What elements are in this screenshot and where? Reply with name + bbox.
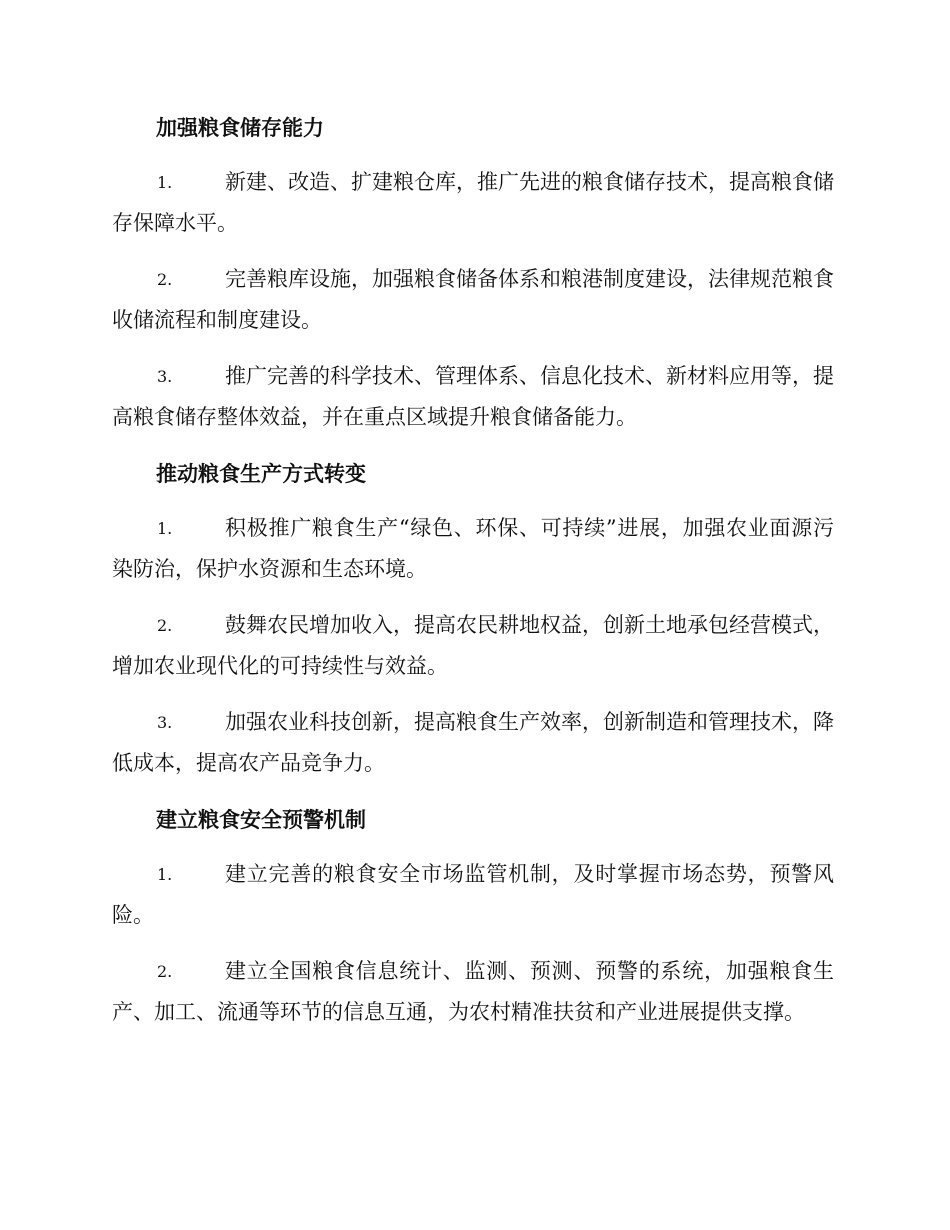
item-number: 1. (157, 173, 173, 192)
list-item (112, 356, 834, 438)
list-item (112, 605, 834, 687)
item-number: 1. (157, 519, 173, 538)
section-heading: 加强粮食储存能力 (156, 116, 324, 140)
item-text: 建立完善的粮食安全市场监管机制，及时掌握市场态势，预警风险。 (112, 862, 834, 927)
item-number: 2. (157, 616, 173, 635)
list-item (112, 162, 834, 244)
section-heading: 推动粮食生产方式转变 (156, 462, 366, 486)
section-heading: 建立粮食安全预警机制 (156, 808, 366, 832)
item-number: 1. (157, 865, 173, 884)
list-item (112, 854, 834, 936)
item-text: 鼓舞农民增加收入，提高农民耕地权益，创新土地承包经营模式，增加农业现代化的可持续性与效益。 (112, 613, 834, 678)
item-number: 2. (157, 270, 173, 289)
item-text: 完善粮库设施，加强粮食储备体系和粮港制度建设，法律规范粮食收储流程和制度建设。 (112, 267, 834, 332)
item-number: 3. (157, 713, 173, 732)
item-text: 新建、改造、扩建粮仓库，推广先进的粮食储存技术，提高粮食储存保障水平。 (112, 170, 834, 235)
item-text: 推广完善的科学技术、管理体系、信息化技术、新材料应用等，提高粮食储存整体效益，并在重点区域提升粮食储备能力。 (112, 364, 834, 429)
list-item (112, 259, 834, 341)
item-number: 3. (157, 367, 173, 386)
list-item (112, 508, 834, 590)
item-text: 积极推广粮食生产“绿色、环保、可持续”进展，加强农业面源污染防治，保护水资源和生态环境。 (112, 516, 834, 581)
item-number: 2. (157, 962, 173, 981)
list-item (112, 951, 834, 1033)
item-text: 加强农业科技创新，提高粮食生产效率，创新制造和管理技术，降低成本，提高农产品竞争力。 (112, 710, 834, 775)
list-item (112, 702, 834, 784)
item-text: 建立全国粮食信息统计、监测、预测、预警的系统，加强粮食生产、加工、流通等环节的信息互通，为农村精准扶贫和产业进展提供支撑。 (112, 959, 834, 1024)
